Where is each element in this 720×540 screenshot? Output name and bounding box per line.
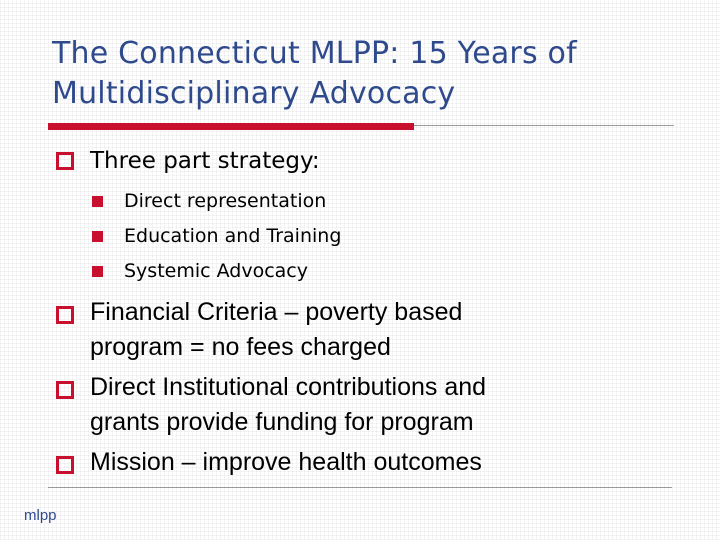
bullet-text-line: Direct Institutional contributions and <box>90 373 487 401</box>
sub-bullet-item <box>54 184 694 219</box>
bullet-institutional-contributions <box>54 370 694 440</box>
footer-divider-line <box>48 487 672 488</box>
filled-square-bullet-icon <box>92 266 103 277</box>
bullet-text-line: program = no fees charged <box>90 333 391 361</box>
title-line-1: The Connecticut MLPP: 15 Years of <box>52 36 577 71</box>
sub-bullet-item <box>54 254 694 289</box>
sub-bullet-text: Systemic Advocacy <box>124 260 308 282</box>
slide-content <box>54 144 694 485</box>
title-divider-line <box>414 125 674 126</box>
hollow-square-bullet-icon <box>56 381 74 399</box>
bullet-financial-criteria <box>54 295 694 365</box>
bullet-text: Three part strategy: <box>90 148 320 174</box>
hollow-square-bullet-icon <box>56 152 74 170</box>
slide-title <box>52 34 692 114</box>
sub-bullet-list <box>54 184 694 289</box>
hollow-square-bullet-icon <box>56 456 74 474</box>
bullet-three-part-strategy <box>54 144 694 178</box>
main-bullet-list <box>54 295 694 480</box>
filled-square-bullet-icon <box>92 196 103 207</box>
sub-bullet-item <box>54 219 694 254</box>
title-accent-bar <box>48 123 414 130</box>
bullet-text: Mission – improve health outcomes <box>90 448 482 476</box>
sub-bullet-text: Education and Training <box>124 225 342 247</box>
filled-square-bullet-icon <box>92 231 103 242</box>
bullet-mission <box>54 445 694 480</box>
bullet-text-line: grants provide funding for program <box>90 408 474 436</box>
sub-bullet-text: Direct representation <box>124 190 327 212</box>
title-line-2: Multidisciplinary Advocacy <box>52 76 456 111</box>
footer-logo-text: mlpp <box>24 507 57 524</box>
bullet-text-line: Financial Criteria – poverty based <box>90 298 463 326</box>
hollow-square-bullet-icon <box>56 306 74 324</box>
